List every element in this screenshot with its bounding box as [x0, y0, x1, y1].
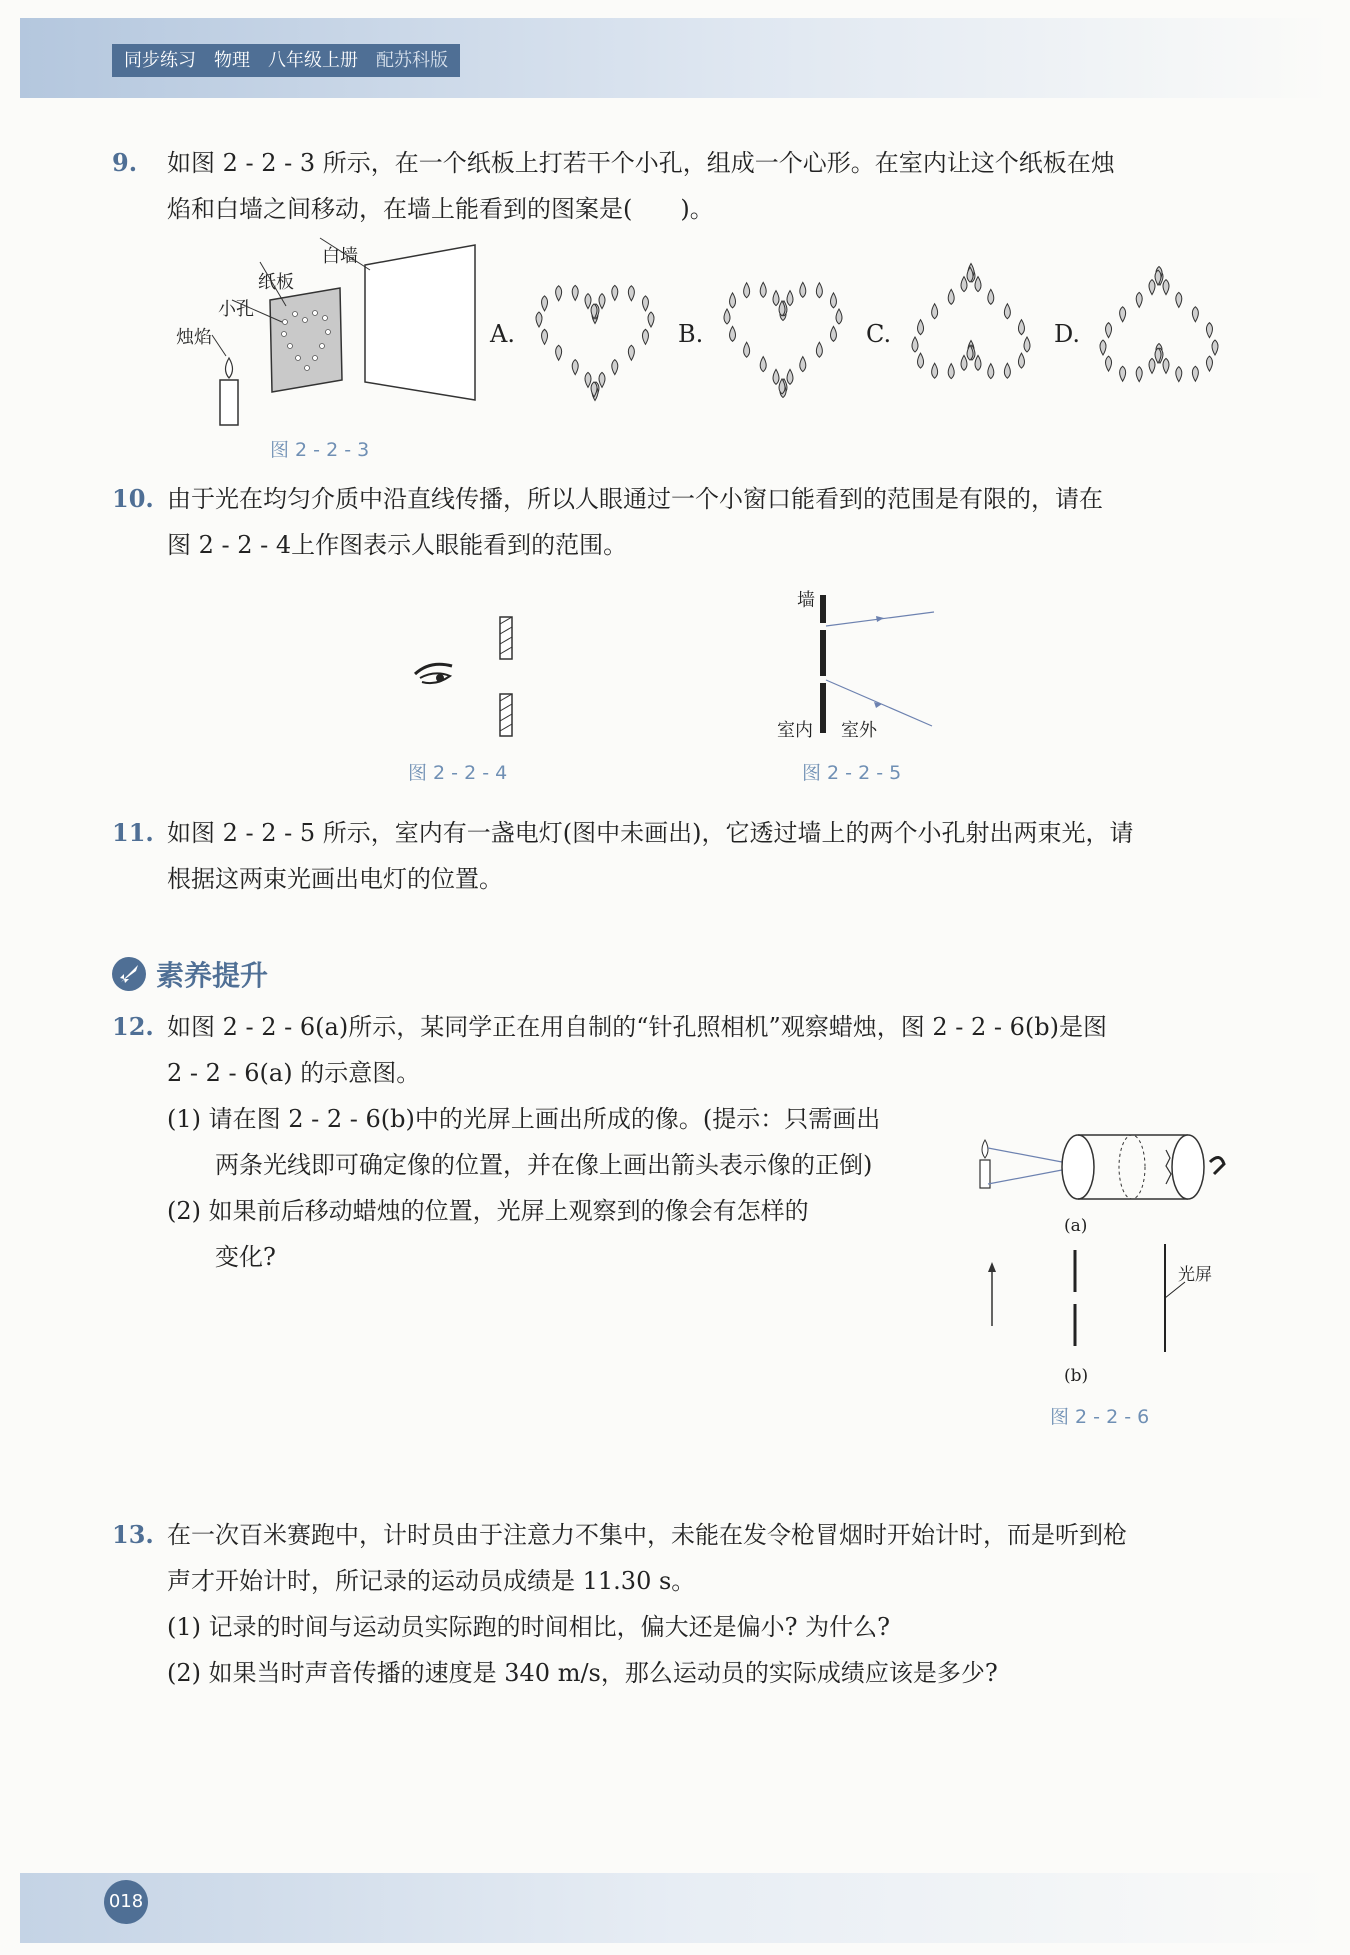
question-text-line2: 焰和白墙之间移动，在墙上能看到的图案是( )。 [167, 195, 714, 223]
flame-drop [787, 369, 793, 384]
label-indoor: 室内 [777, 720, 813, 741]
flame-drop [1192, 366, 1198, 381]
option-d-label: D. [1054, 320, 1081, 348]
figure-2-2-3-caption: 图 2 - 2 - 3 [270, 439, 370, 461]
flame-drop [787, 291, 793, 306]
white-wall-icon [365, 245, 475, 400]
option-c-heart [906, 262, 1036, 402]
flame-drop [961, 355, 967, 370]
flame-drop [760, 357, 766, 372]
header-series: 同步练习 [124, 50, 196, 71]
flame-drop [648, 312, 654, 327]
flame-drop [1106, 323, 1112, 338]
flame-drop [773, 291, 779, 306]
eye-icon [415, 664, 452, 683]
pinhole-camera-body [1062, 1135, 1204, 1199]
question-11 [112, 810, 1242, 902]
subquestion-1-line1: (1) 请在图 2 - 2 - 6(b)中的光屏上画出所成的像。(提示：只需画出 [167, 1105, 881, 1133]
flame-drop [1100, 340, 1106, 355]
flame-drop [642, 329, 648, 344]
header-grade: 八年级上册 [268, 50, 358, 71]
question-10 [112, 476, 1242, 568]
flame-drop [572, 285, 578, 300]
page-number: 018 [104, 1880, 148, 1924]
subquestion-2-line1: (2) 如果前后移动蜡烛的位置，光屏上观察到的像会有怎样的 [167, 1197, 809, 1225]
flame-drop [932, 304, 938, 319]
flame-drop [816, 283, 822, 298]
candle-icon [220, 380, 238, 425]
flame-drop [1176, 367, 1182, 382]
flame-drop [948, 289, 954, 304]
flame-icon [982, 1140, 988, 1158]
flame-drop [724, 309, 730, 324]
subquestion-1-line2: 两条光线即可确定像的位置，并在像上画出箭头表示像的正倒) [215, 1151, 873, 1179]
flame-drop [1136, 367, 1142, 382]
question-text-line1: 由于光在均匀介质中沿直线传播，所以人眼通过一个小窗口能看到的范围是有限的，请在 [167, 485, 1103, 513]
flame-drop [836, 309, 842, 324]
flame-drop [948, 364, 954, 379]
question-text-line1: 如图 2 - 2 - 6(a)所示，某同学正在用自制的“针孔照相机”观察蜡烛，图 2 - 2 - 6(b)是图 [167, 1013, 1108, 1041]
flame-drop [1136, 292, 1142, 307]
flame-drop [932, 363, 938, 378]
label-light-screen: 光屏 [1178, 1265, 1212, 1285]
figure-2-2-4-caption: 图 2 - 2 - 4 [408, 762, 508, 784]
flame-drop [536, 312, 542, 327]
header-edition: 配苏科版 [376, 50, 448, 71]
flame-drop [1120, 366, 1126, 381]
question-12-subparts [112, 1096, 972, 1280]
flame-drop [730, 293, 736, 308]
question-number: 11. [112, 818, 154, 847]
flame-drop [585, 372, 591, 387]
question-number: 13. [112, 1520, 154, 1549]
wall-segment-top [820, 595, 826, 623]
label-fig-a: (a) [1064, 1216, 1088, 1236]
section-title-text: 素养提升 [156, 959, 269, 992]
figure-2-2-3-apparatus [170, 240, 470, 430]
question-text-line1: 在一次百米赛跑中，计时员由于注意力不集中，未能在发令枪冒烟时开始计时，而是听到枪 [167, 1521, 1127, 1549]
flame-drop [830, 326, 836, 341]
label-fig-b: (b) [1064, 1366, 1089, 1386]
flame-drop [1004, 363, 1010, 378]
question-text-line2: 根据这两束光画出电灯的位置。 [167, 865, 503, 893]
flame-drop [1004, 304, 1010, 319]
flame-drop [612, 285, 618, 300]
option-a-heart [530, 262, 660, 402]
header-tag [112, 44, 460, 77]
flame-drop [542, 329, 548, 344]
wall-segment-bottom [820, 683, 826, 733]
flame-drop [1149, 280, 1155, 295]
subquestion-2-line2: 变化? [215, 1243, 276, 1271]
flame-drop [1206, 356, 1212, 371]
subquestion-2: (2) 如果当时声音传播的速度是 340 m/s，那么运动员的实际成绩应该是多少? [167, 1659, 998, 1687]
flame-drop [556, 345, 562, 360]
flame-icon [226, 358, 233, 378]
section-heading [112, 954, 268, 994]
label-white-wall: 白墙 [322, 246, 358, 267]
flame-drop [816, 342, 822, 357]
question-9 [112, 140, 1242, 232]
flame-drop [1149, 358, 1155, 373]
question-number: 12. [112, 1012, 154, 1041]
option-b-heart [718, 262, 848, 402]
option-b-label: B. [678, 320, 704, 348]
question-number: 10. [112, 484, 154, 513]
label-candle-flame: 烛焰 [176, 327, 212, 348]
flame-drop [800, 282, 806, 297]
flame-drop [1212, 340, 1218, 355]
flame-drop [975, 277, 981, 292]
label-small-hole: 小孔 [218, 299, 254, 320]
question-text-line2: 2 - 2 - 6(a) 的示意图。 [167, 1059, 421, 1087]
figure-2-2-5-caption: 图 2 - 2 - 5 [802, 762, 902, 784]
flame-drop [572, 360, 578, 375]
flame-drop [1163, 358, 1169, 373]
flame-drop [642, 296, 648, 311]
label-cardboard: 纸板 [258, 272, 294, 293]
label-wall: 墙 [797, 590, 815, 611]
flame-drop [1106, 356, 1112, 371]
option-d-heart [1094, 262, 1224, 402]
flame-drop [760, 282, 766, 297]
question-number: 9. [112, 148, 138, 177]
flame-drop [1018, 353, 1024, 368]
question-text-line1: 如图 2 - 2 - 5 所示，室内有一盏电灯(图中未画出)，它透过墙上的两个小孔射出两束光，请 [167, 819, 1134, 847]
figure-2-2-6a-pinhole-camera [970, 1130, 1230, 1210]
question-text-line2: 声才开始计时，所记录的运动员成绩是 11.30 s。 [167, 1567, 696, 1595]
flame-drop [918, 320, 924, 335]
figure-2-2-6-caption: 图 2 - 2 - 6 [1050, 1406, 1150, 1428]
flame-drop [628, 286, 634, 301]
wall-segment-middle [820, 630, 826, 676]
flame-drop [612, 360, 618, 375]
figure-2-2-4 [410, 612, 540, 742]
flame-drop [628, 345, 634, 360]
question-text-line2: 图 2 - 2 - 4上作图表示人眼能看到的范围。 [167, 531, 628, 559]
question-13 [112, 1512, 1242, 1696]
label-outdoor: 室外 [841, 720, 877, 741]
flame-drop [1176, 292, 1182, 307]
flame-drop [585, 294, 591, 309]
observer-eye-icon [1210, 1157, 1224, 1174]
rocket-icon [112, 957, 146, 991]
cardboard-icon [270, 288, 342, 392]
header-subject: 物理 [214, 50, 250, 71]
flame-drop [542, 296, 548, 311]
flame-drop [961, 277, 967, 292]
question-12 [112, 1004, 1242, 1096]
option-a-label: A. [490, 320, 515, 348]
flame-drop [1206, 323, 1212, 338]
flame-drop [988, 289, 994, 304]
flame-drop [800, 357, 806, 372]
flame-drop [773, 369, 779, 384]
flame-drop [988, 364, 994, 379]
subquestion-1: (1) 记录的时间与运动员实际跑的时间相比，偏大还是偏小? 为什么? [167, 1613, 890, 1641]
flame-drop [912, 337, 918, 352]
flame-drop [1024, 337, 1030, 352]
footer-band [20, 1873, 1330, 1943]
flame-drop [1120, 307, 1126, 322]
option-c-label: C. [866, 320, 892, 348]
flame-drop [599, 294, 605, 309]
flame-drop [1018, 320, 1024, 335]
question-text-line1: 如图 2 - 2 - 3 所示，在一个纸板上打若干个小孔，组成一个心形。在室内让这个纸板在烛 [167, 149, 1115, 177]
flame-drop [830, 293, 836, 308]
flame-drop [730, 326, 736, 341]
flame-drop [1163, 280, 1169, 295]
flame-drop [599, 372, 605, 387]
flame-drop [744, 342, 750, 357]
figure-2-2-6b-schematic [980, 1242, 1180, 1352]
flame-drop [975, 355, 981, 370]
flame-drop [556, 286, 562, 301]
flame-drop [744, 283, 750, 298]
flame-drop [1192, 307, 1198, 322]
flame-drop [918, 353, 924, 368]
